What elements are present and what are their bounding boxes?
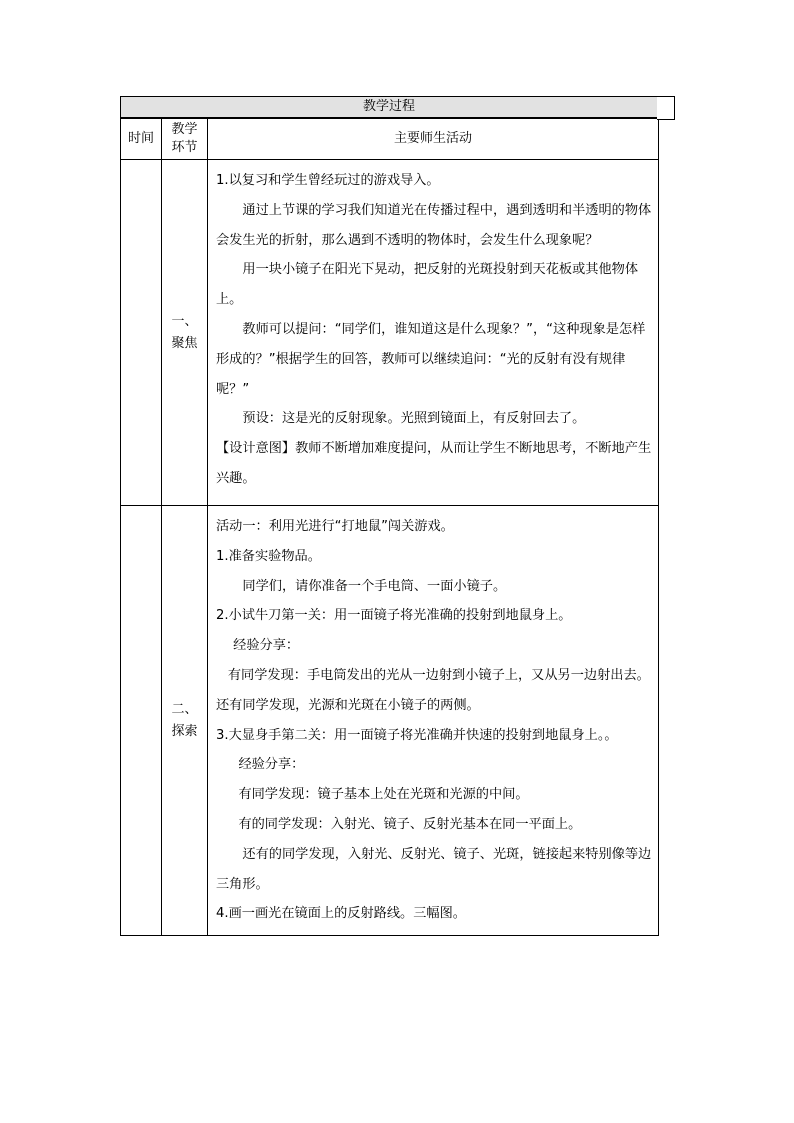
paragraph: 2.小试牛刀第一关：用一面镜子将光准确的投射到地鼠身上。 <box>216 608 572 624</box>
paragraph: 有同学发现：手电筒发出的光从一边射到小镜子上，又从另一边射出去。还有同学发现，光源和光斑在小镜子的两侧。 <box>216 667 650 713</box>
paragraph: 教师可以提问：“同学们，谁知道这是什么现象？”，“这种现象是怎样形成的？”根据学生的回答，教师可以继续追问：“光的反射有没有规律呢？” <box>216 321 646 397</box>
header-time <box>121 119 162 160</box>
paragraph: 用一块小镜子在阳光下晃动，把反射的光斑投射到天花板或其他物体上。 <box>216 262 639 308</box>
section-title <box>120 96 658 118</box>
header-activity: 主要师生活动 <box>208 119 659 160</box>
header-stage <box>162 119 208 160</box>
header-time-text: 时间 <box>128 131 155 146</box>
paragraph: 还有的同学发现，入射光、反射光、镜子、光斑，链接起来特别像等边三角形。 <box>216 846 652 892</box>
activity-cell <box>208 506 659 936</box>
paragraph: 【设计意图】教师不断增加难度提问，从而让学生不断地思考，不断地产生兴趣。 <box>216 441 652 486</box>
activity-cell <box>208 160 659 506</box>
stage-label: 一、聚焦 <box>171 313 198 351</box>
paragraph: 通过上节课的学习我们知道光在传播过程中，遇到透明和半透明的物体会发生光的折射，那么遇到不透明的物体时，会发生什么现象呢？ <box>216 202 652 248</box>
paragraph: 1.以复习和学生曾经玩过的游戏导入。 <box>216 173 440 188</box>
stage-label: 二、探索 <box>171 701 198 739</box>
title-stub-cell <box>657 96 675 120</box>
lesson-plan-table <box>120 96 658 936</box>
paragraph: 3.大显身手第二关：用一面镜子将光准确并快速的投射到地鼠身上。。 <box>216 727 618 743</box>
paragraph: 预设：这是光的反射现象。光照到镜面上，有反射回去了。 <box>242 411 586 427</box>
paragraph: 经验分享： <box>233 638 300 654</box>
section-row-focus <box>121 160 659 506</box>
paragraph: 活动一：利用光进行“打地鼠”闯关游戏。 <box>216 519 454 534</box>
header-row <box>121 119 659 160</box>
process-table <box>120 118 659 936</box>
header-stage-text: 教学环节 <box>171 122 198 155</box>
stage-cell <box>162 160 208 506</box>
time-cell <box>121 506 162 936</box>
paragraph: 4.画一画光在镜面上的反射路线。三幅图。 <box>216 906 466 922</box>
paragraph: 有的同学发现：入射光、镜子、反射光基本在同一平面上。 <box>238 816 582 832</box>
paragraph: 有同学发现：镜子基本上处在光斑和光源的中间。 <box>238 787 529 803</box>
paragraph: 同学们，请你准备一个手电筒、一面小镜子。 <box>242 578 507 594</box>
section-row-explore <box>121 506 659 936</box>
time-cell <box>121 160 162 506</box>
section-title-text: 教学过程 <box>362 99 415 114</box>
paragraph: 经验分享： <box>238 757 305 773</box>
stage-cell <box>162 506 208 936</box>
paragraph: 1.准备实验物品。 <box>216 548 321 564</box>
